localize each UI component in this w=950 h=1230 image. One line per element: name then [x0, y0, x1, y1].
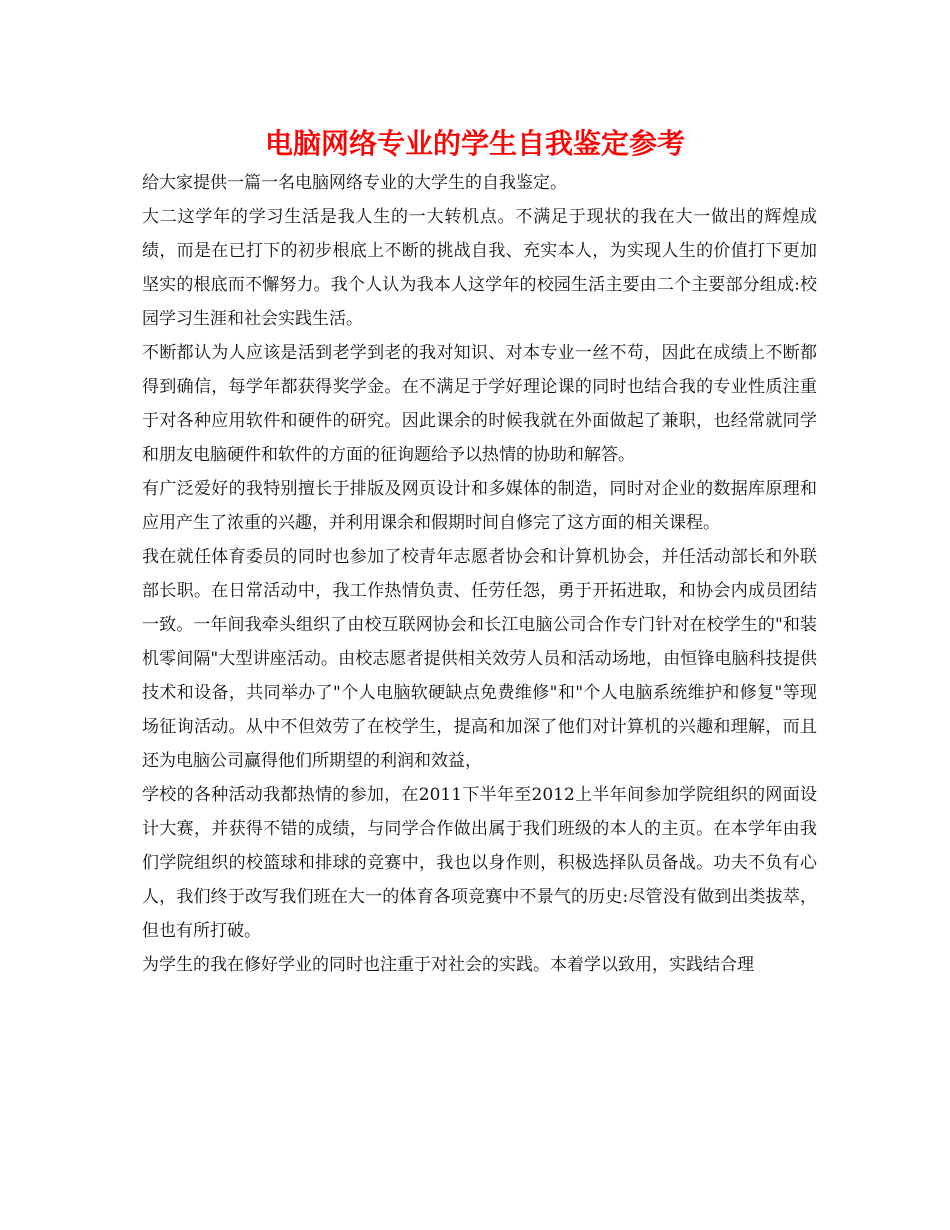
paragraph-intro: 给大家提供一篇一名电脑网络专业的大学生的自我鉴定。	[142, 173, 567, 193]
paragraph-turning-point: 大二这学年的学习生活是我人生的一大转机点。不满足于现状的我在大一做出的辉煌成绩，而是在已打下的初步根底上不断的挑战自我、充实本人，为实现人生的价值打下更加坚实的根底而不懈努力。我个人认为我本人这学年的校园生活主要由二个主要部分组成:校园学习生涯和社会实践生活。	[142, 207, 817, 329]
paragraph-activities: 学校的各种活动我都热情的参加，在2011下半年至2012上半年间参加学院组织的网面设计大赛，并获得不错的成绩，与同学合作做出属于我们班级的本人的主页。在本学年由我们学院组织的校篮球和排球的竞赛中，我也以身作则，积极选择队员备战。功夫不负有心人，我们终于改写我们班在大一的体育各项竞赛中不景气的历史:尽管没有做到出类拔萃，但也有所打破。	[142, 785, 817, 941]
document-body	[142, 166, 817, 982]
paragraph-study: 不断都认为人应该是活到老学到老的我对知识、对本专业一丝不苟，因此在成绩上不断都得到确信，每学年都获得奖学金。在不满足于学好理论课的同时也结合我的专业性质注重于对各种应用软件和硬件的研究。因此课余的时候我就在外面做起了兼职，也经常就同学和朋友电脑硬件和软件的方面的征询题给予以热情的协助和解答。	[142, 343, 817, 465]
paragraph-associations: 我在就任体育委员的同时也参加了校青年志愿者协会和计算机协会，并任活动部长和外联部长职。在日常活动中，我工作热情负责、任劳任怨，勇于开拓进取，和协会内成员团结一致。一年间我牵头组织了由校互联网协会和长江电脑公司合作专门针对在校学生的"和装机零间隔"大型讲座活动。由校志愿者提供相关效劳人员和活动场地，由恒锋电脑科技提供技术和设备，共同举办了"个人电脑软硬缺点免费维修"和"个人电脑系统维护和修复"等现场征询活动。从中不但效劳了在校学生，提高和加深了他们对计算机的兴趣和理解，而且还为电脑公司赢得他们所期望的利润和效益，	[142, 547, 817, 771]
paragraph-hobbies: 有广泛爱好的我特别擅长于排版及网页设计和多媒体的制造，同时对企业的数据库原理和应用产生了浓重的兴趣，并利用课余和假期时间自修完了这方面的相关课程。	[142, 479, 817, 533]
document-title: 电脑网络专业的学生自我鉴定参考	[264, 127, 685, 160]
paragraph-social-practice: 为学生的我在修好学业的同时也注重于对社会的实践。本着学以致用，实践结合理	[142, 955, 754, 975]
